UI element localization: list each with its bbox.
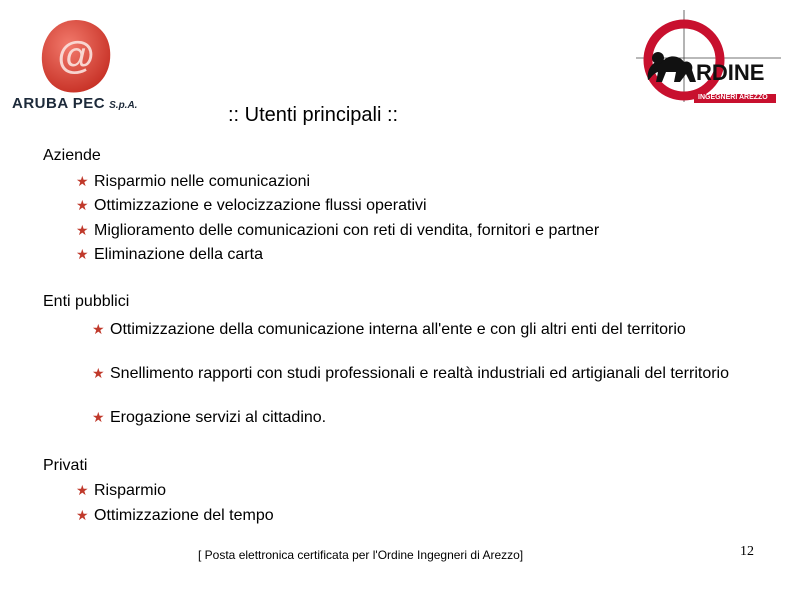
star-icon: ★	[76, 173, 89, 189]
aruba-brand-text	[12, 95, 137, 112]
list-item	[92, 320, 730, 339]
star-icon: ★	[76, 222, 89, 238]
list-item-text: Ottimizzazione del tempo	[94, 507, 274, 524]
list-item-text: Ottimizzazione e velocizzazione flussi operativi	[94, 197, 427, 214]
list-item-text: Eliminazione della carta	[94, 246, 263, 263]
section-heading-privati: Privati	[43, 457, 88, 474]
aruba-brand-name: ARUBA PEC	[12, 95, 106, 112]
page-number: 12	[740, 544, 754, 559]
list-item-text: Risparmio	[94, 482, 167, 499]
star-icon: ★	[92, 409, 105, 425]
star-icon: ★	[92, 365, 105, 381]
list-item	[76, 481, 716, 500]
list-item	[76, 172, 716, 191]
list-item	[76, 196, 716, 215]
list-item-text: Miglioramento delle comunicazioni con reti di vendita, fornitori e partner	[94, 222, 600, 239]
ordine-ingegneri-logo	[636, 10, 786, 105]
svg-text:@: @	[57, 35, 95, 77]
list-item-text: Erogazione servizi al cittadino.	[110, 409, 327, 426]
list-item	[76, 506, 716, 525]
star-icon: ★	[76, 507, 89, 523]
aruba-pec-logo	[40, 18, 112, 94]
list-item	[76, 221, 716, 240]
list-item-text: Ottimizzazione della comunicazione interna all'ente e con gli altri enti del territorio	[110, 321, 686, 338]
slide-title: :: Utenti principali ::	[228, 104, 399, 126]
aruba-brand-suffix: S.p.A.	[109, 100, 138, 111]
slide-footer: [ Posta elettronica certificata per l'Ordine Ingegneri di Arezzo]	[198, 548, 524, 562]
star-icon: ★	[92, 321, 105, 337]
star-icon: ★	[76, 482, 89, 498]
ordine-word: RDINE	[696, 60, 765, 85]
star-icon: ★	[76, 197, 89, 213]
list-item	[92, 408, 730, 427]
list-item-text: Risparmio nelle comunicazioni	[94, 173, 311, 190]
star-icon: ★	[76, 246, 89, 262]
section-heading-aziende: Aziende	[43, 147, 101, 164]
section-heading-enti-pubblici: Enti pubblici	[43, 293, 130, 310]
list-item	[76, 245, 716, 264]
list-item	[92, 364, 730, 383]
list-item-text: Snellimento rapporti con studi professionali e realtà industriali ed artigianali del territorio	[110, 365, 729, 382]
ordine-subtitle: INGEGNERI AREZZO	[698, 94, 768, 101]
